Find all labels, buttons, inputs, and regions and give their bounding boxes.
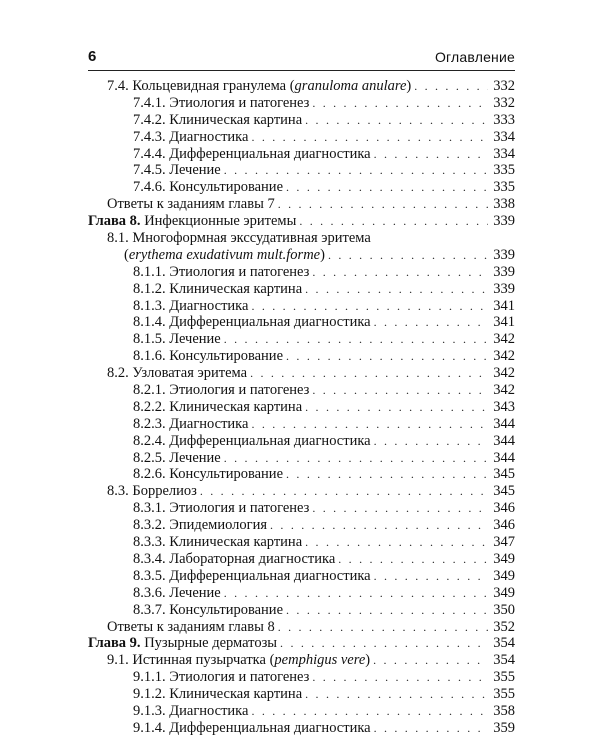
toc-entry-title [133,720,371,737]
title-text: 8.2.1. Этиология и патогенез [133,382,310,399]
title-text: 8.3.4. Лабораторная диагностика [133,550,336,567]
title-text: ) [365,652,371,669]
toc-entry-title [133,517,267,534]
toc-page-number: 355 [493,669,515,686]
title-text: 8.2.3. Диагностика [133,415,249,432]
dot-leader [305,399,488,416]
toc-page-number: 346 [493,517,515,534]
dot-leader [286,348,488,365]
toc-entry [88,450,515,467]
title-text: 7.4. Кольцевидная гранулема ( [107,78,295,94]
title-text: 7.4.1. Этиология и патогенез [133,94,310,111]
toc-entry [88,517,515,534]
toc-page-number: 342 [493,348,515,365]
toc-entry [88,348,515,365]
toc-page-number: 338 [493,196,515,213]
toc-page-number: 344 [493,415,515,432]
toc-page-number: 339 [493,213,515,230]
title-text: 7.4.2. Клиническая картина [133,111,303,128]
title-text: 8.3.1. Этиология и патогенез [133,500,310,517]
toc-entry-title [133,450,221,467]
toc-entry [88,669,515,686]
toc-entry-title [133,466,283,483]
toc-entry [88,196,515,213]
dot-leader [374,720,488,737]
title-text: 8.1. Многоформная экссудативная эритема [107,230,371,247]
dot-leader [414,78,488,95]
dot-leader [286,602,488,619]
toc-page-number: 339 [493,263,515,280]
toc-entry-title [133,703,248,720]
title-text: 9.1.1. Этиология и патогенез [133,669,310,686]
toc-entry-title [133,500,309,517]
running-title: Оглавление [434,49,515,65]
dot-leader [312,500,488,517]
toc-entry [88,483,515,500]
title-text: 7.4.5. Лечение [133,162,221,179]
toc-page-number: 354 [493,652,515,669]
toc-entry-title [133,146,371,163]
dot-leader [312,264,488,281]
title-text: ) [320,246,325,263]
dot-leader [200,483,488,500]
toc-page-number: 333 [493,111,515,128]
title-text: 7.4.4. Дифференциальная диагностика [133,145,371,162]
dot-leader [312,669,488,686]
toc-entry [88,95,515,112]
dot-leader [278,619,488,636]
dot-leader [251,703,488,720]
title-text: ( [124,246,129,263]
toc-entry [88,298,515,315]
toc-entry [88,703,515,720]
title-text: 8.3.5. Дифференциальная диагностика [133,567,371,584]
toc-entry-title [133,534,302,551]
toc-page-number: 347 [493,534,515,551]
toc-page-number: 341 [493,297,515,314]
toc-page-number: 332 [493,78,515,94]
toc-entry [88,314,515,331]
toc-entry-title [133,551,335,568]
title-text: 8.2.4. Дифференциальная диагностика [133,432,371,449]
toc-entry [88,551,515,568]
toc-entry [88,652,515,669]
toc-page-number: 339 [493,246,515,263]
toc-entry-title [133,686,302,703]
toc-entry [88,534,515,551]
toc-entry [88,179,515,196]
toc-entry-title [124,247,325,264]
toc-entry-title [88,635,277,652]
toc-entry [88,230,515,247]
title-text: 8.3.7. Консультирование [133,601,284,618]
toc-entry [88,331,515,348]
toc-entry [88,500,515,517]
chapter-label: Глава 8. [88,213,141,230]
dot-leader [286,179,488,196]
title-text: 8.3.2. Эпидемиология [133,517,268,534]
toc-entry-title [133,281,302,298]
toc-page-number: 342 [493,331,515,348]
title-text: 8.3.6. Лечение [133,584,221,601]
title-text: 8.3.3. Клиническая картина [133,534,303,551]
dot-leader [338,551,488,568]
toc-entry-title [133,112,302,129]
dot-leader [305,281,488,298]
toc-entry-title [107,365,247,382]
dot-leader [374,146,488,163]
title-text: 8.1.6. Консультирование [133,348,284,365]
dot-leader [374,568,488,585]
toc-entry-title [133,399,302,416]
toc-entry-title [88,213,296,230]
title-text: 8.1.2. Клиническая картина [133,280,303,297]
toc-entry-title [133,416,248,433]
toc-entry-title [107,230,371,247]
toc-page-number: 355 [493,686,515,703]
title-text: 9.1.2. Клиническая картина [133,686,303,703]
dot-leader [305,686,488,703]
dot-leader [305,112,488,129]
dot-leader [280,635,488,652]
title-text: 9.1. Истинная пузырчатка ( [107,652,275,669]
dot-leader [299,213,488,230]
title-text: 7.4.3. Диагностика [133,128,249,145]
dot-leader [312,382,488,399]
latin-term: granuloma anulare [294,78,407,94]
dot-leader [374,433,488,450]
title-text: Инфекционные эритемы [140,213,297,230]
toc-page-number: 345 [493,466,515,483]
dot-leader [278,196,488,213]
toc-entry-title [133,348,283,365]
dot-leader [224,162,488,179]
title-text: 8.2.5. Лечение [133,449,221,466]
toc-page-number: 342 [493,382,515,399]
toc-entry-title [133,568,371,585]
toc-entry-title [133,264,309,281]
toc-entry [88,281,515,298]
title-text: 8.1.3. Диагностика [133,297,249,314]
toc-page-number: 343 [493,398,515,415]
toc-entry [88,365,515,382]
toc-entry [88,382,515,399]
title-text: 7.4.6. Консультирование [133,179,284,196]
toc-page-number: 350 [493,601,515,618]
toc-entry [88,602,515,619]
title-text: Ответы к заданиям главы 8 [107,618,275,635]
dot-leader [286,466,488,483]
latin-term: erythema exudativum mult.forme [128,246,321,263]
toc-entry-title [107,196,275,213]
toc-entry [88,619,515,636]
toc-entry-title [133,129,248,146]
toc-entry-title [107,619,275,636]
toc-entry-title [133,669,309,686]
toc-entry-title [133,433,371,450]
toc-page-number: 349 [493,567,515,584]
dot-leader [224,450,488,467]
toc-entry [88,568,515,585]
page-number: 6 [88,48,97,65]
toc-entry-title [107,483,197,500]
toc-entry [88,433,515,450]
toc-entry-title [133,162,221,179]
toc-entry-title [133,602,283,619]
toc-page-number: 332 [493,94,515,111]
toc-entry-title [133,382,309,399]
toc-page-number: 349 [493,584,515,601]
toc-chapter-entry [88,635,515,652]
title-text: Пузырные дерматозы [140,635,278,652]
dot-leader [328,247,488,264]
title-text: 8.2.2. Клиническая картина [133,398,303,415]
toc-page-number: 334 [493,145,515,162]
title-text: 8.1.4. Дифференциальная диагностика [133,314,371,331]
title-text: 9.1.3. Диагностика [133,702,249,719]
toc-page-number: 344 [493,432,515,449]
toc-entry [88,399,515,416]
toc-page-number: 346 [493,500,515,517]
title-text: 9.1.4. Дифференциальная диагностика [133,719,371,736]
toc-entry [88,416,515,433]
title-text: 8.2.6. Консультирование [133,466,284,483]
dot-leader [373,652,488,669]
toc-entry [88,129,515,146]
title-text: ) [406,78,412,94]
dot-leader [305,534,488,551]
toc-entry [88,585,515,602]
toc-entry-title [133,179,283,196]
toc-page-number: 349 [493,550,515,567]
toc-entry-title [133,331,221,348]
table-of-contents [88,78,515,737]
toc-page-number: 339 [493,280,515,297]
toc-chapter-entry [88,213,515,230]
chapter-label: Глава 9. [88,635,141,652]
toc-page-number: 344 [493,449,515,466]
toc-entry [88,720,515,737]
toc-page-number: 335 [493,179,515,196]
toc-page-number: 341 [493,314,515,331]
toc-entry-title [133,585,221,602]
toc-page-number: 358 [493,702,515,719]
title-text: 8.2. Узловатая эритема [107,365,248,382]
title-text: 8.1.1. Этиология и патогенез [133,263,310,280]
toc-entry [88,686,515,703]
toc-entry [88,264,515,281]
title-text: 8.3. Боррелиоз [107,483,197,500]
toc-page-number: 345 [493,483,515,500]
title-text: 8.1.5. Лечение [133,331,221,348]
page-header [88,44,515,71]
toc-entry [88,247,515,264]
toc-page-number: 335 [493,162,515,179]
toc-entry-title [107,652,370,669]
toc-page-number: 352 [493,618,515,635]
dot-leader [250,365,488,382]
dot-leader [312,95,488,112]
dot-leader [270,517,488,534]
toc-page-number: 342 [493,365,515,382]
toc-entry [88,78,515,95]
toc-page-number: 359 [493,719,515,736]
toc-entry-title [133,298,248,315]
dot-leader [251,416,488,433]
dot-leader [224,585,488,602]
toc-page-number: 354 [493,635,515,652]
dot-leader [374,314,488,331]
toc-entry-title [133,314,371,331]
dot-leader [251,129,488,146]
dot-leader [251,298,488,315]
title-text: Ответы к заданиям главы 7 [107,196,275,213]
toc-page-number: 334 [493,128,515,145]
latin-term: pemphigus vere [274,652,366,669]
toc-entry-title [107,78,411,95]
toc-entry [88,112,515,129]
toc-entry [88,162,515,179]
dot-leader [224,331,488,348]
toc-entry [88,466,515,483]
toc-entry [88,146,515,163]
toc-entry-title [133,95,309,112]
